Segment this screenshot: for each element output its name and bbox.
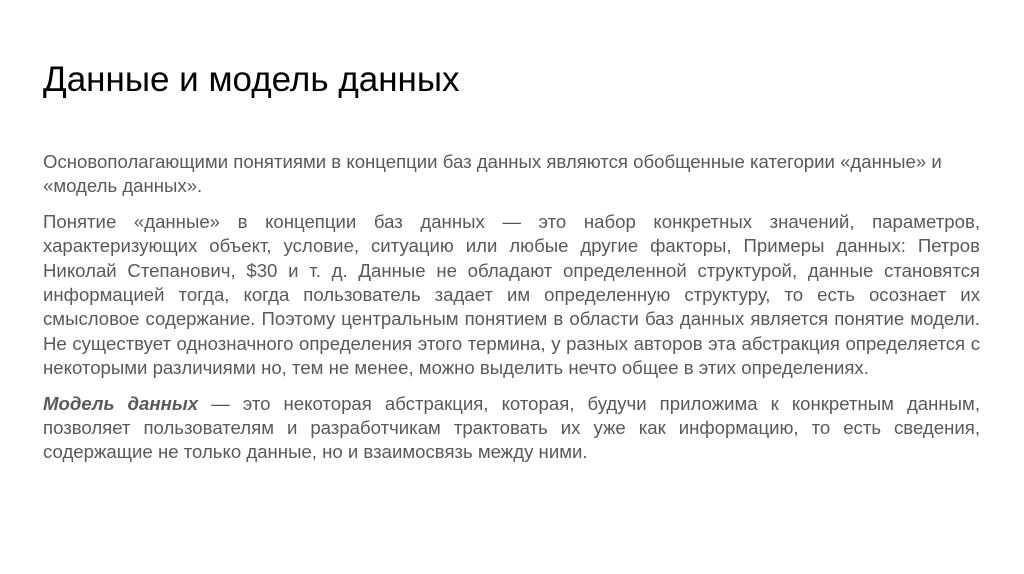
slide-title: Данные и модель данных xyxy=(43,60,460,99)
paragraph-data-definition: Понятие «данные» в концепции баз данных — это набор конкретных значений, параметров, характеризующих объект, условие, ситуацию или любые другие факторы, Примеры данных: Петров Николай Степанович, $30 и т. д. Данные не обладают определенной структурой, данные становятся информацией тогда, когда пользователь задает им определенную структуру, то есть осознает их смысловое содержание. Поэтому центральным понятием в области баз данных является понятие модели. Не существует однозначного определения этого термина, у разных авторов эта абстракция определяется с некоторыми различиями но, тем не менее, можно выделить нечто общее в этих определениях. xyxy=(43,210,980,379)
slide-body xyxy=(43,150,980,476)
paragraph-model-definition xyxy=(43,392,980,465)
paragraph-model-definition-text: — это некоторая абстракция, которая, будучи приложима к конкретным данным, позволяет пользователям и разработчикам трактовать их уже как информацию, то есть сведения, содержащие не только данные, но и взаимосвязь между ними. xyxy=(43,392,980,463)
term-data-model: Модель данных xyxy=(43,392,199,414)
paragraph-intro: Основополагающими понятиями в концепции баз данных являются обобщенные категории «данные» и «модель данных». xyxy=(43,151,942,197)
